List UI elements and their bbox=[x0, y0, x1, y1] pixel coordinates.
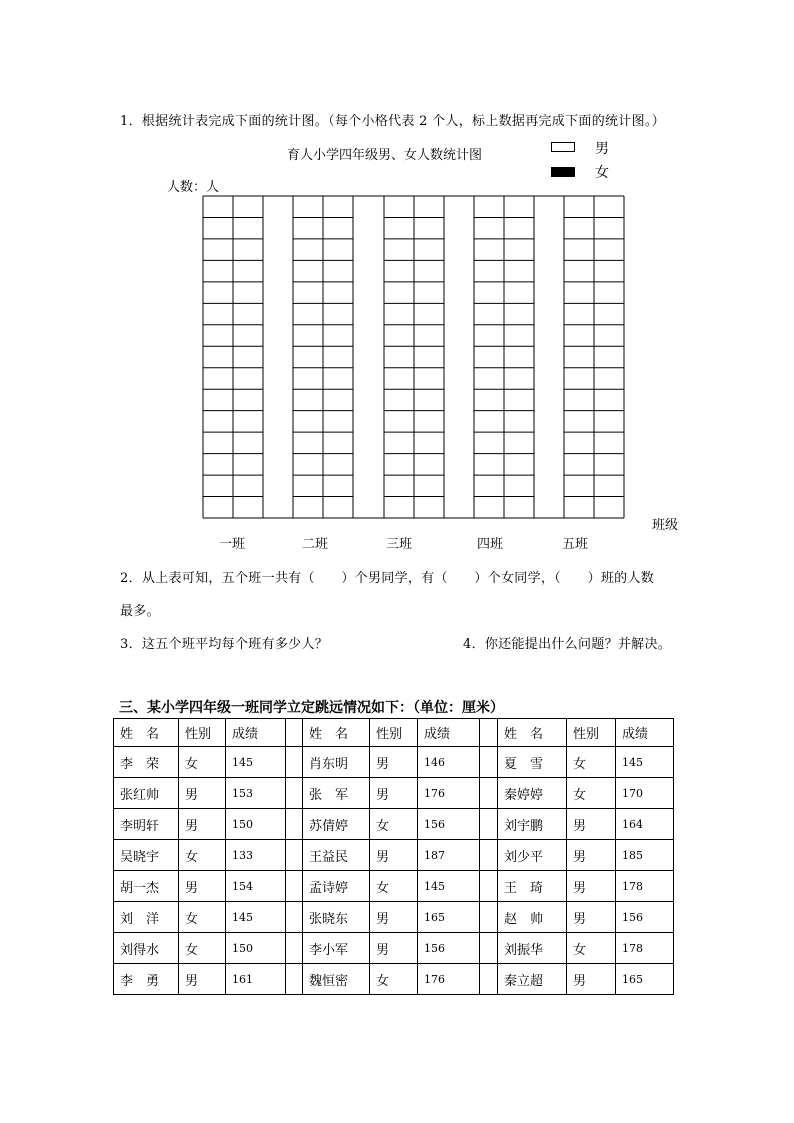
student-gender: 男 bbox=[567, 902, 616, 933]
student-gender: 女 bbox=[179, 933, 226, 964]
class-label-3: 三班 bbox=[386, 537, 413, 552]
class-label-4: 四班 bbox=[477, 537, 504, 552]
question-2-line1: 2．从上表可知，五个班一共有（ ）个男同学，有（ ）个女同学，（ ）班的人数 bbox=[120, 571, 655, 586]
student-name: 苏倩婷 bbox=[303, 809, 370, 840]
column-gap bbox=[480, 964, 498, 995]
student-gender: 男 bbox=[370, 840, 418, 871]
student-score: 161 bbox=[226, 964, 286, 995]
student-gender: 女 bbox=[370, 964, 418, 995]
student-score: 187 bbox=[418, 840, 480, 871]
chart-title: 育人小学四年级男、女人数统计图 bbox=[287, 148, 483, 163]
column-gap bbox=[286, 902, 303, 933]
student-name: 李明轩 bbox=[114, 809, 179, 840]
column-gap bbox=[480, 719, 498, 747]
student-score: 165 bbox=[616, 964, 674, 995]
class-label-2: 二班 bbox=[302, 537, 329, 552]
bar-chart-grid bbox=[0, 0, 794, 560]
legend-female-label: 女 bbox=[595, 165, 609, 181]
question-3-text: 3．这五个班平均每个班有多少人？ bbox=[120, 637, 329, 652]
column-gap bbox=[480, 809, 498, 840]
student-gender: 男 bbox=[370, 747, 418, 778]
student-gender: 女 bbox=[179, 902, 226, 933]
student-name: 刘宇鹏 bbox=[498, 809, 567, 840]
student-score: 153 bbox=[226, 778, 286, 809]
student-name: 肖东明 bbox=[303, 747, 370, 778]
column-gap bbox=[480, 902, 498, 933]
student-score: 170 bbox=[616, 778, 674, 809]
question-1-text: 1．根据统计表完成下面的统计图。（每个小格代表 2 个人，标上数据再完成下面的统计图。） bbox=[120, 114, 666, 129]
student-name: 胡一杰 bbox=[114, 871, 179, 902]
class-label-1: 一班 bbox=[219, 537, 246, 552]
student-score: 150 bbox=[226, 809, 286, 840]
student-score: 176 bbox=[418, 964, 480, 995]
student-gender: 男 bbox=[567, 809, 616, 840]
student-gender: 女 bbox=[370, 871, 418, 902]
table-row bbox=[114, 964, 674, 995]
student-score: 164 bbox=[616, 809, 674, 840]
table-row bbox=[114, 902, 674, 933]
student-gender: 男 bbox=[370, 778, 418, 809]
column-gap bbox=[286, 840, 303, 871]
student-score: 154 bbox=[226, 871, 286, 902]
student-name: 吴晓宇 bbox=[114, 840, 179, 871]
student-name: 王益民 bbox=[303, 840, 370, 871]
student-score: 133 bbox=[226, 840, 286, 871]
student-name: 李 勇 bbox=[114, 964, 179, 995]
student-gender: 女 bbox=[370, 809, 418, 840]
student-name: 张红帅 bbox=[114, 778, 179, 809]
header-name: 姓 名 bbox=[114, 719, 179, 747]
student-gender: 女 bbox=[567, 933, 616, 964]
student-score: 150 bbox=[226, 933, 286, 964]
student-score: 176 bbox=[418, 778, 480, 809]
column-gap bbox=[480, 840, 498, 871]
student-name: 魏恒密 bbox=[303, 964, 370, 995]
question-2-line2: 最多。 bbox=[120, 604, 160, 619]
x-axis-label: 班级 bbox=[652, 518, 679, 533]
header-gender: 性别 bbox=[370, 719, 418, 747]
student-gender: 男 bbox=[179, 871, 226, 902]
student-gender: 男 bbox=[179, 809, 226, 840]
column-gap bbox=[286, 809, 303, 840]
student-name: 王 琦 bbox=[498, 871, 567, 902]
student-score: 156 bbox=[418, 809, 480, 840]
column-gap bbox=[286, 747, 303, 778]
column-gap bbox=[286, 778, 303, 809]
student-name: 孟诗婷 bbox=[303, 871, 370, 902]
table-row bbox=[114, 933, 674, 964]
column-gap bbox=[480, 871, 498, 902]
header-gender: 性别 bbox=[179, 719, 226, 747]
student-name: 张 军 bbox=[303, 778, 370, 809]
student-name: 李小军 bbox=[303, 933, 370, 964]
student-score: 156 bbox=[616, 902, 674, 933]
column-gap bbox=[286, 719, 303, 747]
student-score: 145 bbox=[226, 902, 286, 933]
student-gender: 女 bbox=[567, 747, 616, 778]
section-3-title: 三、某小学四年级一班同学立定跳远情况如下：（单位：厘米） bbox=[119, 700, 504, 716]
question-4-text: 4．你还能提出什么问题？并解决。 bbox=[463, 637, 672, 652]
student-score: 145 bbox=[418, 871, 480, 902]
student-gender: 男 bbox=[567, 840, 616, 871]
student-name: 张晓东 bbox=[303, 902, 370, 933]
student-name: 刘得水 bbox=[114, 933, 179, 964]
class-label-5: 五班 bbox=[562, 537, 589, 552]
table-row bbox=[114, 809, 674, 840]
student-score: 146 bbox=[418, 747, 480, 778]
student-name: 刘振华 bbox=[498, 933, 567, 964]
student-score: 185 bbox=[616, 840, 674, 871]
student-gender: 女 bbox=[179, 747, 226, 778]
student-score: 178 bbox=[616, 933, 674, 964]
table-row bbox=[114, 871, 674, 902]
student-name: 刘少平 bbox=[498, 840, 567, 871]
table-row bbox=[114, 747, 674, 778]
student-score: 156 bbox=[418, 933, 480, 964]
student-gender: 女 bbox=[179, 840, 226, 871]
student-score: 165 bbox=[418, 902, 480, 933]
header-score: 成绩 bbox=[616, 719, 674, 747]
y-axis-label: 人数：人 bbox=[167, 180, 220, 195]
header-gender: 性别 bbox=[567, 719, 616, 747]
student-score: 145 bbox=[226, 747, 286, 778]
long-jump-table bbox=[113, 718, 674, 995]
student-gender: 男 bbox=[179, 778, 226, 809]
column-gap bbox=[286, 964, 303, 995]
student-gender: 男 bbox=[567, 871, 616, 902]
student-name: 赵 帅 bbox=[498, 902, 567, 933]
header-score: 成绩 bbox=[418, 719, 480, 747]
table-row bbox=[114, 778, 674, 809]
student-gender: 男 bbox=[370, 933, 418, 964]
student-gender: 女 bbox=[567, 778, 616, 809]
student-name: 秦立超 bbox=[498, 964, 567, 995]
student-gender: 男 bbox=[370, 902, 418, 933]
header-name: 姓 名 bbox=[498, 719, 567, 747]
column-gap bbox=[286, 933, 303, 964]
table-header-row bbox=[114, 719, 674, 747]
student-gender: 男 bbox=[179, 964, 226, 995]
header-score: 成绩 bbox=[226, 719, 286, 747]
column-gap bbox=[480, 747, 498, 778]
header-name: 姓 名 bbox=[303, 719, 370, 747]
student-name: 刘 洋 bbox=[114, 902, 179, 933]
student-score: 145 bbox=[616, 747, 674, 778]
column-gap bbox=[480, 933, 498, 964]
student-score: 178 bbox=[616, 871, 674, 902]
student-gender: 男 bbox=[567, 964, 616, 995]
column-gap bbox=[286, 871, 303, 902]
table-row bbox=[114, 840, 674, 871]
column-gap bbox=[480, 778, 498, 809]
student-name: 李 荣 bbox=[114, 747, 179, 778]
student-name: 秦婷婷 bbox=[498, 778, 567, 809]
legend-male-label: 男 bbox=[595, 141, 609, 157]
student-name: 夏 雪 bbox=[498, 747, 567, 778]
